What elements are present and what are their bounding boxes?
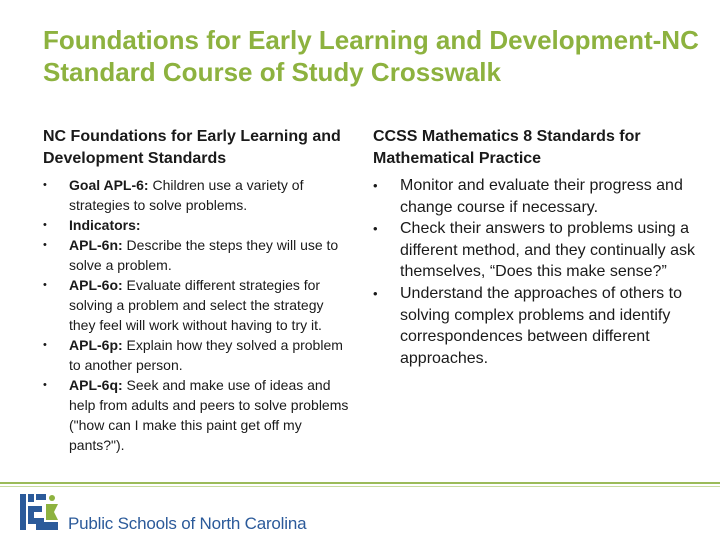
- list-item: [43, 235, 353, 275]
- left-column-heading: NC Foundations for Early Learning and Development Standards: [43, 128, 341, 167]
- footer-divider-secondary: [0, 486, 720, 487]
- footer-divider: [0, 482, 720, 484]
- item-text: Seek and make use of ideas and help from adults and peers to solve problems ("how can I make this paint get off my pants?").: [69, 377, 349, 453]
- practice-standards-list: [373, 175, 698, 369]
- item-label: APL-6o:: [69, 277, 123, 293]
- item-text: Children use a variety of strategies to solve problems.: [69, 177, 304, 213]
- slide-title: Foundations for Early Learning and Development-NC Standard Course of Study Crosswalk: [43, 25, 699, 87]
- list-item: • Check their answers to problems using a different method, and they continually ask themselves, “Does this make sense?”: [373, 218, 698, 283]
- list-item: [43, 275, 353, 335]
- item-text: Explain how they solved a problem to another person.: [69, 337, 343, 373]
- right-column-heading: CCSS Mathematics 8 Standards for Mathematical Practice: [373, 128, 641, 167]
- item-text: Describe the steps they will use to solve a problem.: [69, 237, 339, 273]
- list-item: • Monitor and evaluate their progress and change course if necessary.: [373, 175, 698, 218]
- list-item: [43, 375, 353, 455]
- nc-dpi-logo-icon: [18, 492, 62, 532]
- item-label: APL-6p:: [69, 337, 123, 353]
- list-item: [43, 215, 353, 235]
- item-label: Indicators:: [69, 217, 141, 233]
- item-label: APL-6n:: [69, 237, 123, 253]
- item-label: Goal APL-6:: [69, 177, 149, 193]
- list-item: • Understand the approaches of others to solving complex problems and identify correspondences between different approaches.: [373, 283, 698, 369]
- item-label: APL-6q:: [69, 377, 123, 393]
- list-item: [43, 175, 353, 215]
- item-text: Evaluate different strategies for solving a problem and select the strategy they feel will work without having to try it.: [69, 277, 324, 333]
- organization-name: Public Schools of North Carolina: [68, 514, 307, 533]
- list-item: [43, 335, 353, 375]
- foundations-list: [43, 175, 353, 455]
